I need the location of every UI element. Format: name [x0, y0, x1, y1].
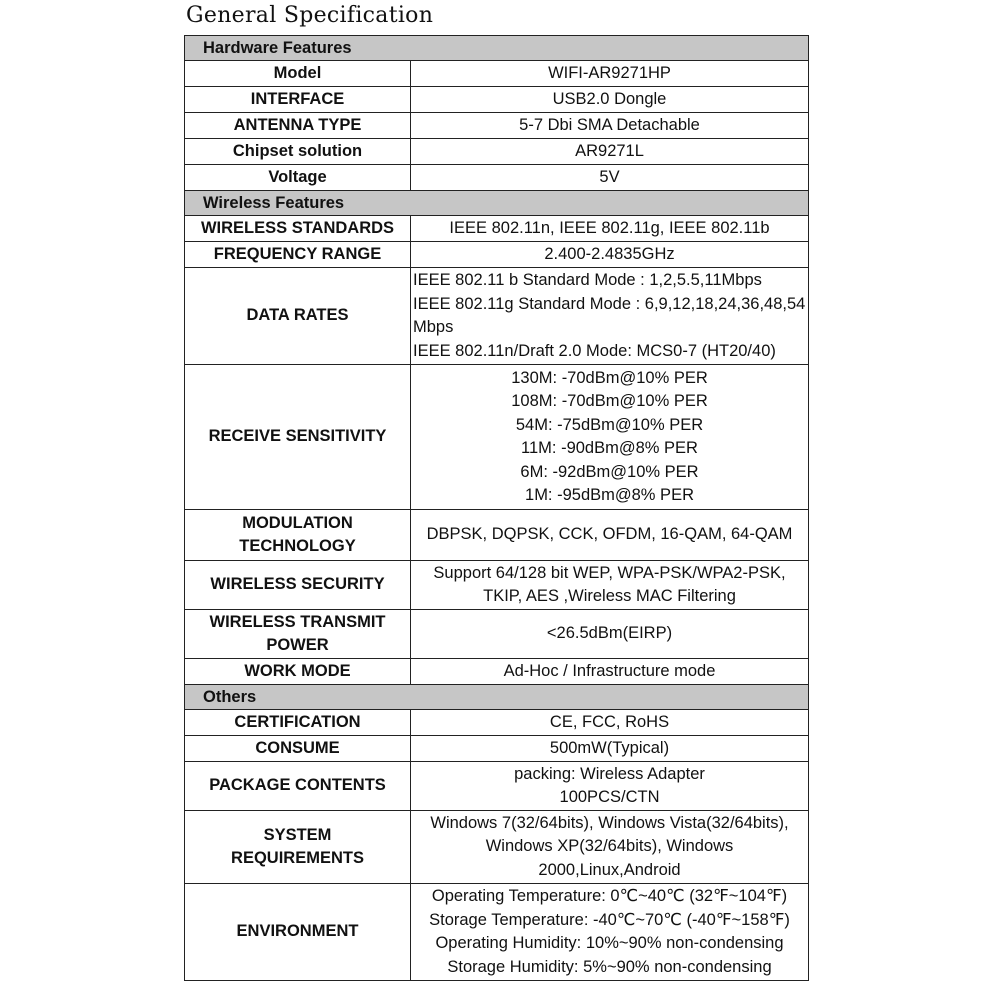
spec-value: DBPSK, DQPSK, CCK, OFDM, 16-QAM, 64-QAM [411, 510, 809, 561]
spec-value: 5-7 Dbi SMA Detachable [411, 113, 809, 139]
table-row [185, 710, 809, 736]
spec-label: WIRELESS STANDARDS [185, 216, 411, 242]
table-row [185, 365, 809, 510]
table-row [185, 113, 809, 139]
table-row [185, 510, 809, 561]
label-line: MODULATION [242, 513, 353, 532]
table-row [185, 762, 809, 811]
value-line: packing: Wireless Adapter [514, 764, 705, 783]
spec-label [185, 510, 411, 561]
value-line: Windows XP(32/64bits), Windows [485, 837, 734, 856]
section-wireless [185, 191, 809, 216]
page-title: General Specification [186, 3, 434, 28]
value-line: 1M: -95dBm@8% PER [525, 486, 694, 504]
value-line: TKIP, AES ,Wireless MAC Filtering [483, 587, 736, 605]
table-row [185, 811, 809, 884]
spec-value: AR9271L [411, 139, 809, 165]
spec-value [411, 884, 809, 981]
section-title: Hardware Features [185, 36, 809, 61]
value-line: 108M: -70dBm@10% PER [511, 392, 708, 410]
spec-label: CERTIFICATION [185, 710, 411, 736]
table-row [185, 216, 809, 242]
table-row [185, 139, 809, 165]
spec-value: CE, FCC, RoHS [411, 710, 809, 736]
spec-label: WORK MODE [185, 659, 411, 685]
value-line: IEEE 802.11n/Draft 2.0 Mode: MCS0-7 (HT20/40) [413, 341, 776, 360]
value-line: 2000,Linux,Android [538, 860, 681, 879]
value-line: 6M: -92dBm@10% PER [520, 462, 699, 481]
spec-label: Model [185, 61, 411, 87]
section-title: Others [185, 685, 809, 710]
table-row [185, 610, 809, 659]
spec-value [411, 268, 809, 365]
spec-value: USB2.0 Dongle [411, 87, 809, 113]
value-line: Windows 7(32/64bits), Windows Vista(32/64bits), [430, 813, 789, 832]
section-others [185, 685, 809, 710]
spec-table [184, 35, 809, 981]
value-line: IEEE 802.11 b Standard Mode : 1,2,5.5,11Mbps [413, 271, 762, 289]
table-row [185, 165, 809, 191]
table-row [185, 268, 809, 365]
label-line: WIRELESS TRANSMIT [209, 612, 386, 631]
label-line: SYSTEM [263, 825, 332, 844]
value-line: Operating Humidity: 10%~90% non-condensing [435, 934, 784, 952]
table-row [185, 61, 809, 87]
spec-label: ANTENNA TYPE [185, 113, 411, 139]
spec-value: Ad-Hoc / Infrastructure mode [411, 659, 809, 685]
spec-value [411, 762, 809, 811]
spec-value: IEEE 802.11n, IEEE 802.11g, IEEE 802.11b [411, 216, 809, 242]
table-row [185, 884, 809, 981]
table-row [185, 87, 809, 113]
spec-value: <26.5dBm(EIRP) [411, 610, 809, 659]
spec-label: CONSUME [185, 736, 411, 762]
spec-label: ENVIRONMENT [185, 884, 411, 981]
value-line: Storage Humidity: 5%~90% non-condensing [447, 957, 772, 976]
label-line: REQUIREMENTS [231, 849, 364, 867]
spec-label: PACKAGE CONTENTS [185, 762, 411, 811]
value-line: 54M: -75dBm@10% PER [515, 415, 704, 434]
value-line: Storage Temperature: -40℃~70℃ (-40℉~158℉) [429, 910, 790, 929]
table-row [185, 736, 809, 762]
spec-value [411, 365, 809, 510]
section-title: Wireless Features [185, 191, 809, 216]
section-hardware [185, 36, 809, 61]
spec-label [185, 610, 411, 659]
spec-label [185, 811, 411, 884]
value-line: 130M: -70dBm@10% PER [511, 368, 708, 387]
label-line: POWER [266, 636, 329, 654]
table-row [185, 242, 809, 268]
value-line: Mbps [413, 318, 454, 336]
spec-value: WIFI-AR9271HP [411, 61, 809, 87]
spec-label: INTERFACE [185, 87, 411, 113]
spec-value: 2.400-2.4835GHz [411, 242, 809, 268]
value-line: Support 64/128 bit WEP, WPA-PSK/WPA2-PSK, [433, 563, 786, 582]
spec-value [411, 811, 809, 884]
spec-label: Chipset solution [185, 139, 411, 165]
spec-label: DATA RATES [185, 268, 411, 365]
spec-value: 500mW(Typical) [411, 736, 809, 762]
spec-label: RECEIVE SENSITIVITY [185, 365, 411, 510]
table-row [185, 561, 809, 610]
spec-label: FREQUENCY RANGE [185, 242, 411, 268]
spec-label: Voltage [185, 165, 411, 191]
value-line: Operating Temperature: 0℃~40℃ (32℉~104℉) [431, 887, 788, 905]
spec-value: 5V [411, 165, 809, 191]
value-line: IEEE 802.11g Standard Mode : 6,9,12,18,24,36,48,54 [413, 294, 806, 313]
value-line: 100PCS/CTN [559, 788, 660, 806]
label-line: TECHNOLOGY [239, 537, 356, 555]
value-line: 11M: -90dBm@8% PER [521, 439, 698, 457]
spec-value [411, 561, 809, 610]
table-row [185, 659, 809, 685]
spec-label: WIRELESS SECURITY [185, 561, 411, 610]
